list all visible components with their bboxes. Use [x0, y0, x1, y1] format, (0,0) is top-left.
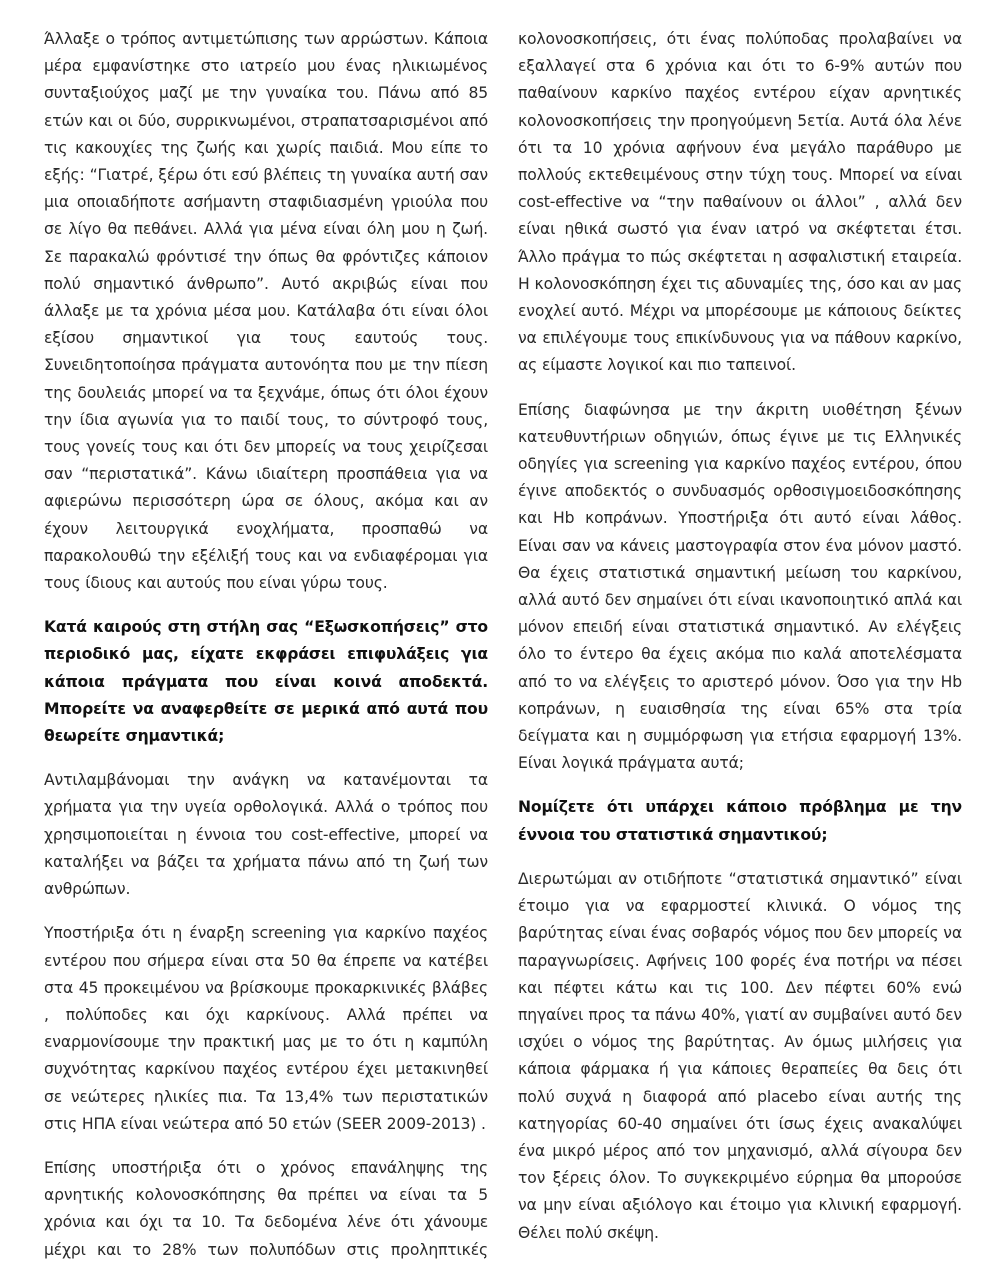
answer-paragraph: Διερωτώμαι αν οτιδήποτε “στατιστικά σημαντικό” είναι έτοιμο για να εφαρμοστεί κλινικά. Ο νόμος της βαρύτητας είναι ένας σοβαρός νόμος που δεν μπορείς να παραγνωρίσεις. Αφήνεις 100 φορές ένα ποτήρι να πέσει και πέφτει κάτω και τις 100. Δεν πέφτει 60% ενώ πηγαίνει προς τα πάνω 40%, γιατί αν συμβαίνει αυτό δεν ισχύει ο νόμος της βαρύτητας. Αν όμως μιλήσεις για κάποια φάρμακα ή για κάποιες θεραπείες θα δεις ότι πολύ συχνά η διαφορά από placebo είναι αυτής της κατηγορίας 60-40 σημαίνει ότι ίσως έχεις ανακαλύψει ένα μικρό μέρος από τον μηχανισμό, αλλά σίγουρα δεν τον ξέρεις όλον. Το συγκεκριμένο εύρημα θα μπορούσε να μην είναι αξιόλογο και έτοιμο για κλινική εφαρμογή. Θέλει πολύ σκέψη. [518, 869, 962, 1242]
interview-article [44, 26, 962, 1266]
interview-question: Νομίζετε ότι υπάρχει κάποιο πρόβλημα με την έννοια του στατιστικά σημαντικού; [518, 798, 962, 844]
answer-paragraph: Επίσης υποστήριξα ότι ο χρόνος επανάληψης της αρνητικής κολονοσκόπησης θα πρέπει να είναι τα 5 χρόνια και όχι τα 10. Τα δεδομένα λένε ότι χάνουμε μέχρι και το 28% των πολυπόδων στις προληπτικές κολονοσκοπήσεις, ότι ένας πολύποδας προλαβαίνει να εξαλλαγεί στα 6 χρόνια και ότι το 6-9% αυτών που παθαίνουν καρκίνο παχέος εντέρου είχαν αρνητικές κολονοσκοπήσεις την προηγούμενη 5ετία. Αυτά όλα λένε ότι τα 10 χρόνια αφήνουν ένα μεγάλο παράθυρο με πολλούς εκτεθειμένους στην τύχη τους. Μπορεί να είναι cost-effective να “την παθαίνουν οι άλλοι” , αλλά δεν είναι ηθικά σωστό για έναν ιατρό να σκέφτεται έτσι. Άλλο πράγμα το πώς σκέφτεται η ασφαλιστική εταιρεία. Η κολονοσκόπηση έχει τις αδυναμίες της, όσο και αν μας ενοχλεί αυτό. Μέχρι να μπορέσουμε με κάποιους δείκτες να επιλέγουμε τους επικίνδυνους για να πάθουν καρκίνο, ας είμαστε λογικοί και πιο ταπεινοί. [44, 30, 962, 1259]
answer-paragraph: Αντιλαμβάνομαι την ανάγκη να κατανέμονται τα χρήματα για την υγεία ορθολογικά. Αλλά ο τρόπος που χρησιμοποιείται η έννοια του cost-effective, μπορεί να καταλήξει να βάζει τα χρήματα πάνω από τη ζωή των ανθρώπων. [44, 771, 488, 899]
interview-question: Κατά καιρούς στη στήλη σας “Εξωσκοπήσεις” στο περιοδικό μας, είχατε εκφράσει επιφυλάξεις για κάποια πράγματα που είναι κοινά αποδεκτά. Μπορείτε να αναφερθείτε σε μερικά από αυτά που θεωρείτε σημαντικά; [44, 618, 488, 746]
answer-paragraph: Υποστήριξα ότι η έναρξη screening για καρκίνο παχέος εντέρου που σήμερα είναι στα 50 θα έπρεπε να κατέβει στα 45 προκειμένου να βρίσκουμε προκαρκινικές βλάβες , πολύποδες και όχι καρκίνους. Αλλά πρέπει να εναρμονίσουμε την πρακτική μας με το ότι η καμπύλη συχνότητας καρκίνου παχέος εντέρου έχει μετακινηθεί σε νεώτερες ηλικίες πια. Τα 13,4% των περιστατικών στις ΗΠΑ είναι νεώτερα από 50 ετών (SEER 2009-2013) . [44, 924, 488, 1133]
answer-paragraph: Άλλαξε ο τρόπος αντιμετώπισης των αρρώστων. Κάποια μέρα εμφανίστηκε στο ιατρείο μου ένας ηλικιωμένος συνταξιούχος μαζί με την γυναίκα του. Πάνω από 85 ετών και οι δύο, συρρικνωμένοι, στραπατσαρισμένοι από τις κακουχίες της ζωής και χωρίς παιδιά. Μου είπε το εξής: “Γιατρέ, ξέρω ότι εσύ βλέπεις τη γυναίκα αυτή σαν μια οποιαδήποτε ασήμαντη σταφιδιασμένη γριούλα που σε λίγο θα πεθάνει. Αλλά για μένα είναι όλη μου η ζωή. Σε παρακαλώ φρόντισέ την όπως θα φρόντιζες κάποιον πολύ σημαντικό άνθρωπο”. Αυτό ακριβώς είναι που άλλαξε με τα χρόνια μέσα μου. Κατάλαβα ότι είναι όλοι εξίσου σημαντικοί για τους εαυτούς τους. Συνειδητοποίησα πράγματα αυτονόητα που με την πίεση της δουλειάς μπορεί να τα ξεχνάμε, όπως ότι όλοι έχουν την ίδια αγωνία για το παιδί τους, το σύντροφό τους, τους γονείς τους και ότι δεν μπορείς να τους χειρίζεσαι σαν “περιστατικά”. Κάνω ιδιαίτερη προσπάθεια για να αφιερώνω περισσότερη ώρα σε όλους, ακόμα και αν έχουν λειτουργικά ενοχλήματα, προσπαθώ να παρακολουθώ την εξέλιξή τους και να ενδιαφέρομαι για τους ίδιους και αυτούς που είναι γύρω τους. [44, 30, 488, 593]
answer-paragraph: Επίσης διαφώνησα με την άκριτη υιοθέτηση ξένων κατευθυντήριων οδηγιών, όπως έγινε με τις Ελληνικές οδηγίες για screening για καρκίνο παχέος εντέρου, όπου έγινε αποδεκτός ο συνδυασμός ορθοσιγμοειδοσκόπησης και Hb κοπράνων. Υποστήριξα ότι αυτό είναι λάθος. Είναι σαν να κάνεις μαστογραφία στον ένα μόνον μαστό. Θα έχεις στατιστικά σημαντική μείωση του καρκίνου, αλλά αυτό δεν σημαίνει ότι είναι ικανοποιητικό απλά και μόνον επειδή είναι στατιστικά σημαντικό. Αν ελέγξεις όλο το έντερο θα έχεις ακόμα πιο καλά αποτελέσματα από το να ελέγξεις το αριστερό μόνον. Όσο για την Hb κοπράνων, η ευαισθησία της είναι 65% στα τρία δείγματα και η συμμόρφωση για ετήσια εφαρμογή 13%. Είναι λογικά πράγματα αυτά; [518, 400, 962, 773]
